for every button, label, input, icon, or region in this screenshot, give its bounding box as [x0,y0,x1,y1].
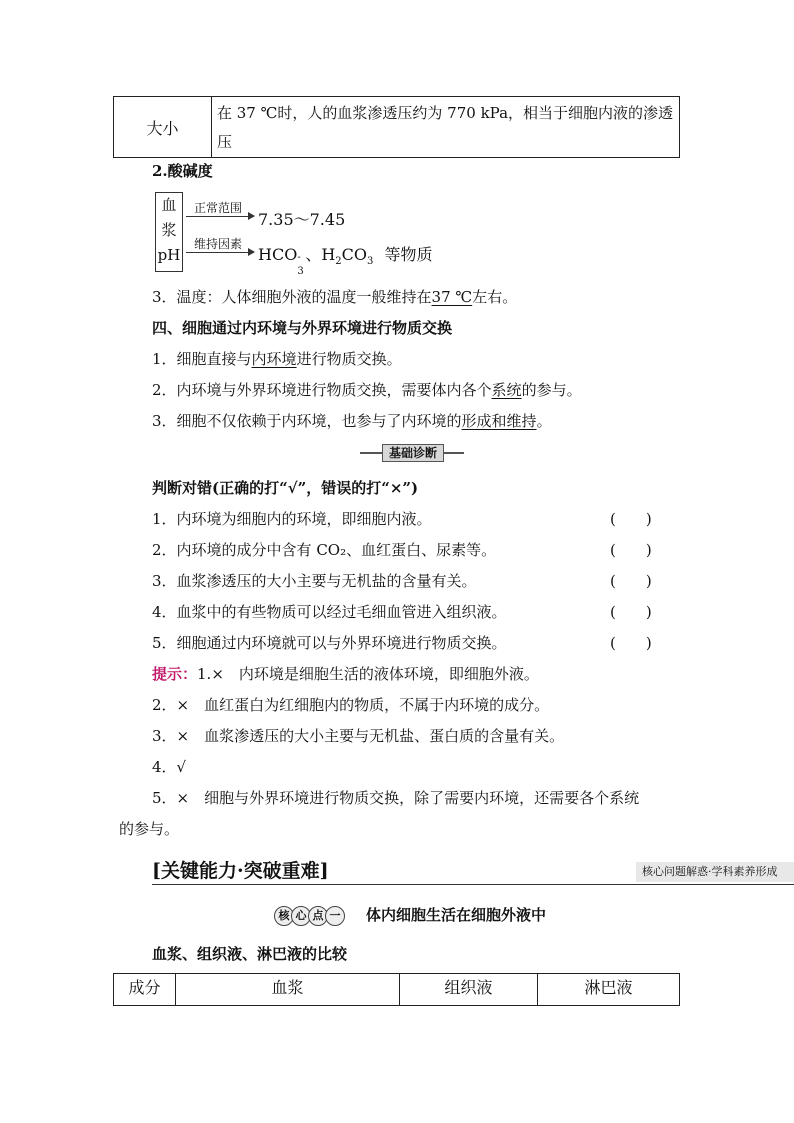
hint-3: 3．× 血浆渗透压的大小主要与无机盐、蛋白质的含量有关。 [152,727,565,745]
judge-item-4: 4．血浆中的有些物质可以经过毛细血管进入组织液。 [152,603,507,621]
section-header-title: [关键能力·突破重难] [152,860,329,882]
hint-2: 2．× 血红蛋白为红细胞内的物质，不属于内环境的成分。 [152,696,550,714]
ph-box-char-3: pH [157,246,181,264]
temperature-line: 3．温度：人体细胞外液的温度一般维持在37 ℃左右。 [152,288,518,306]
hint-label: 提示： [152,665,198,683]
section4-title: 四、细胞通过内环境与外界环境进行物质交换 [152,319,453,337]
answer-blank-3: ( ) [610,572,652,590]
core-point-badge: 核 心 点 一 [274,906,342,926]
tag-rule-left [360,452,382,454]
section-header-rule [152,884,794,885]
col-component: 成分 [114,974,176,1005]
judge-item-2: 2．内环境的成分中含有 CO₂、血红蛋白、尿素等。 [152,541,497,559]
answer-blank-5: ( ) [610,634,652,652]
arrow1-label: 正常范围 [194,201,243,215]
arrow1-icon [186,216,254,217]
ph-box-char-1: 血 [161,196,177,214]
table-content-osmotic: 在 37 ℃时，人的血浆渗透压约为 770 kPa，相当于细胞内液的渗透压 [217,104,674,151]
judge-item-1: 1．内环境为细胞内的环境，即细胞内液。 [152,510,432,528]
ph-box [155,192,183,272]
col-plasma: 血浆 [176,974,400,1005]
table-label-size: 大小 [114,97,212,157]
section4-item-3: 3．细胞不仅依赖于内环境，也参与了内环境的形成和维持。 [152,412,552,430]
col-lymph: 淋巴液 [584,978,633,997]
ph-heading: 2.酸碱度 [152,162,213,180]
section4-item-2: 2．内环境与外界环境进行物质交换，需要体内各个系统的参与。 [152,381,582,399]
section-header-right: 核心问题解惑·学科素养形成 [636,862,794,882]
hint-5: 5．× 细胞与外界环境进行物质交换，除了需要内环境，还需要各个系统 [152,789,640,807]
normal-range-value: 7.35～7.45 [258,210,346,229]
answer-blank-1: ( ) [610,510,652,528]
diagnosis-tag: 基础诊断 [382,444,444,462]
ph-box-char-2: 浆 [161,221,177,239]
col-tissue-fluid: 组织液 [400,974,538,1005]
diagnosis-tag-bar [360,444,464,462]
answer-blank-2: ( ) [610,541,652,559]
property-table [113,96,680,158]
buffer-value: HCO - 3 、$H_2CO_3$ 等物质 [258,245,433,277]
arrow2-icon [186,252,254,253]
hint-5-cont: 的参与。 [119,820,180,838]
answer-blank-4: ( ) [610,603,652,621]
hint-1: 提示：1.× 内环境是细胞生活的液体环境，即细胞外液。 [152,665,539,683]
judge-item-3: 3．血浆渗透压的大小主要与无机盐的含量有关。 [152,572,477,590]
judge-intro: 判断对错(正确的打“√”，错误的打“×”) [152,479,419,497]
comparison-heading: 血浆、组织液、淋巴液的比较 [152,945,348,963]
hint-4: 4．√ [152,758,187,776]
section4-item-1: 1．细胞直接与内环境进行物质交换。 [152,350,402,368]
arrow2-label: 维持因素 [194,237,243,251]
judge-item-5: 5．细胞通过内环境就可以与外界环境进行物质交换。 [152,634,507,652]
core-point-title: 体内细胞生活在细胞外液中 [366,906,547,924]
tag-rule-right [444,452,464,454]
comparison-table-header [113,973,680,1006]
